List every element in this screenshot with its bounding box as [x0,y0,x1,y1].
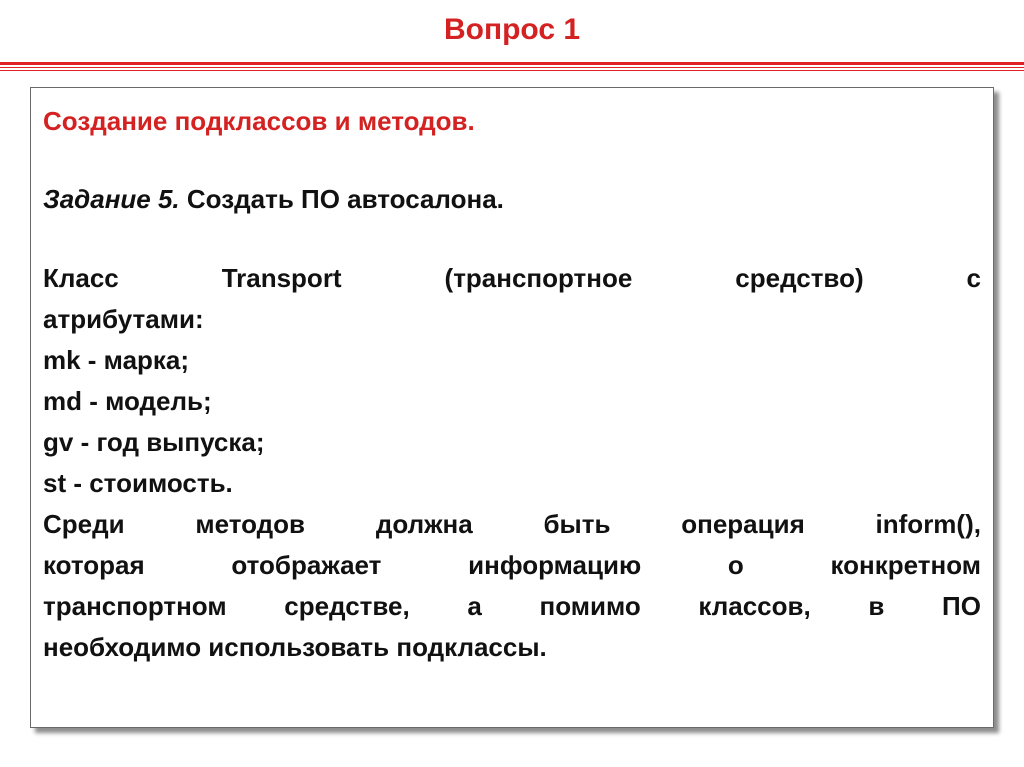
attribute-item: gv - год выпуска; [43,427,265,457]
methods-word: методов [195,509,306,539]
methods-word: помимо [539,591,641,621]
attribute-item: mk - марка; [43,345,190,375]
content-box [30,87,994,728]
section-heading: Создание подклассов и методов. [43,106,475,136]
methods-word: которая [43,550,145,580]
attribute-item: md - модель; [43,386,212,416]
methods-line-2 [43,545,981,586]
task-label: Задание 5. [43,184,180,214]
methods-line-3 [43,586,981,627]
methods-word: о [727,550,744,580]
title-underline-thin-2 [0,70,1024,71]
methods-word: транспортном [43,591,227,621]
class-word: (транспортное [444,263,633,293]
methods-word: должна [375,509,473,539]
methods-word: быть [543,509,611,539]
methods-word: операция [681,509,805,539]
task-line [43,180,981,218]
methods-word: в [868,591,885,621]
task-description [43,258,981,668]
title-underline-thin [0,67,1024,68]
methods-word: отображает [231,550,382,580]
slide-title: Вопрос 1 [443,13,581,46]
class-word: с [966,263,981,293]
methods-word: inform(), [875,509,981,539]
task-text: Создать ПО автосалона. [186,184,504,214]
methods-word: Среди [43,509,125,539]
attributes-line: атрибутами: [43,304,204,334]
methods-line-1 [43,504,981,545]
class-line [43,258,981,299]
methods-word: информацию [468,550,642,580]
attribute-item: st - стоимость. [43,468,233,498]
methods-word: конкретном [830,550,981,580]
methods-word: средстве, [284,591,410,621]
methods-word: классов, [698,591,811,621]
methods-word: ПО [942,591,981,621]
class-word: средство) [735,263,864,293]
methods-word: а [467,591,482,621]
class-word: Transport [221,263,342,293]
methods-line-4: необходимо использовать подклассы. [43,632,547,662]
class-word: Класс [43,263,119,293]
title-underline [0,62,1024,65]
